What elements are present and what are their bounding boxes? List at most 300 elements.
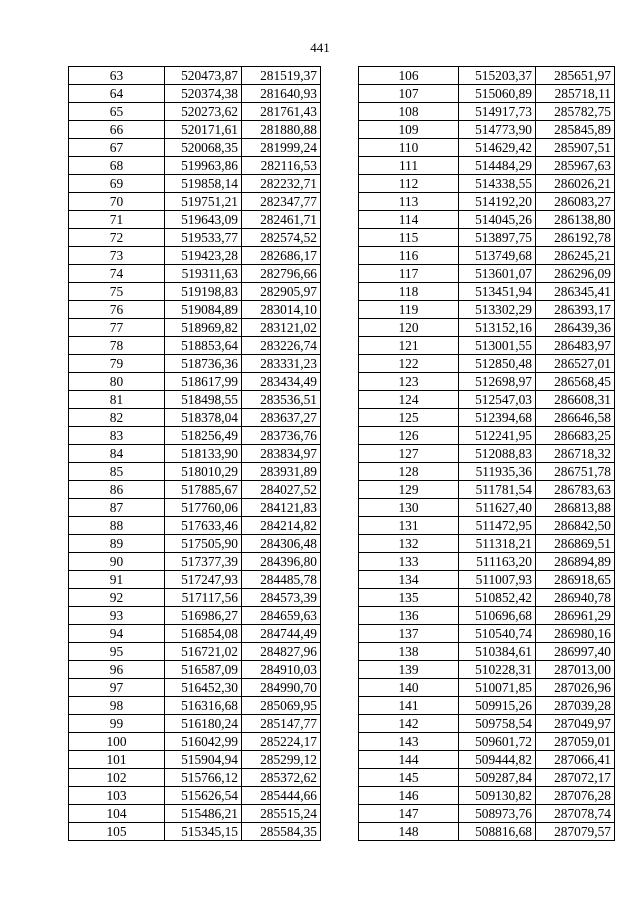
y-coordinate-cell: 286683,25 bbox=[536, 427, 615, 445]
point-number-cell: 85 bbox=[69, 463, 165, 481]
point-number-cell: 95 bbox=[69, 643, 165, 661]
y-coordinate-cell: 286083,27 bbox=[536, 193, 615, 211]
point-number-cell: 63 bbox=[69, 67, 165, 85]
table-row bbox=[69, 751, 321, 769]
point-number-cell: 80 bbox=[69, 373, 165, 391]
point-number-cell: 141 bbox=[359, 697, 459, 715]
y-coordinate-cell: 286997,40 bbox=[536, 643, 615, 661]
x-coordinate-cell: 511935,36 bbox=[459, 463, 536, 481]
y-coordinate-cell: 286608,31 bbox=[536, 391, 615, 409]
table-row bbox=[359, 697, 615, 715]
y-coordinate-cell: 286138,80 bbox=[536, 211, 615, 229]
y-coordinate-cell: 282461,71 bbox=[242, 211, 321, 229]
point-number-cell: 129 bbox=[359, 481, 459, 499]
table-row bbox=[359, 67, 615, 85]
y-coordinate-cell: 282905,97 bbox=[242, 283, 321, 301]
point-number-cell: 75 bbox=[69, 283, 165, 301]
x-coordinate-cell: 517247,93 bbox=[165, 571, 242, 589]
x-coordinate-cell: 520374,38 bbox=[165, 85, 242, 103]
point-number-cell: 110 bbox=[359, 139, 459, 157]
y-coordinate-cell: 284121,83 bbox=[242, 499, 321, 517]
x-coordinate-cell: 509601,72 bbox=[459, 733, 536, 751]
x-coordinate-cell: 515626,54 bbox=[165, 787, 242, 805]
x-coordinate-cell: 518736,36 bbox=[165, 355, 242, 373]
point-number-cell: 130 bbox=[359, 499, 459, 517]
x-coordinate-cell: 510852,42 bbox=[459, 589, 536, 607]
y-coordinate-cell: 286393,17 bbox=[536, 301, 615, 319]
y-coordinate-cell: 286869,51 bbox=[536, 535, 615, 553]
table-row bbox=[69, 481, 321, 499]
table-row bbox=[69, 463, 321, 481]
y-coordinate-cell: 285782,75 bbox=[536, 103, 615, 121]
table-row bbox=[359, 139, 615, 157]
x-coordinate-cell: 515060,89 bbox=[459, 85, 536, 103]
table-row bbox=[359, 229, 615, 247]
y-coordinate-cell: 281761,43 bbox=[242, 103, 321, 121]
point-number-cell: 90 bbox=[69, 553, 165, 571]
x-coordinate-cell: 513897,75 bbox=[459, 229, 536, 247]
x-coordinate-cell: 510384,61 bbox=[459, 643, 536, 661]
y-coordinate-cell: 287013,00 bbox=[536, 661, 615, 679]
y-coordinate-cell: 287078,74 bbox=[536, 805, 615, 823]
table-row bbox=[69, 589, 321, 607]
x-coordinate-cell: 519751,21 bbox=[165, 193, 242, 211]
x-coordinate-cell: 510228,31 bbox=[459, 661, 536, 679]
point-number-cell: 67 bbox=[69, 139, 165, 157]
point-number-cell: 125 bbox=[359, 409, 459, 427]
x-coordinate-cell: 516721,02 bbox=[165, 643, 242, 661]
y-coordinate-cell: 284990,70 bbox=[242, 679, 321, 697]
point-number-cell: 88 bbox=[69, 517, 165, 535]
table-row bbox=[69, 715, 321, 733]
y-coordinate-cell: 286245,21 bbox=[536, 247, 615, 265]
point-number-cell: 145 bbox=[359, 769, 459, 787]
point-number-cell: 71 bbox=[69, 211, 165, 229]
table-row bbox=[69, 805, 321, 823]
table-row bbox=[359, 553, 615, 571]
table-row bbox=[69, 625, 321, 643]
point-number-cell: 78 bbox=[69, 337, 165, 355]
table-row bbox=[359, 373, 615, 391]
point-number-cell: 109 bbox=[359, 121, 459, 139]
point-number-cell: 127 bbox=[359, 445, 459, 463]
y-coordinate-cell: 283014,10 bbox=[242, 301, 321, 319]
table-row bbox=[69, 445, 321, 463]
table-row bbox=[69, 679, 321, 697]
page-number: 441 bbox=[310, 40, 330, 55]
y-coordinate-cell: 283536,51 bbox=[242, 391, 321, 409]
table-row bbox=[69, 733, 321, 751]
table-row bbox=[359, 535, 615, 553]
x-coordinate-cell: 518256,49 bbox=[165, 427, 242, 445]
y-coordinate-cell: 281640,93 bbox=[242, 85, 321, 103]
x-coordinate-cell: 515766,12 bbox=[165, 769, 242, 787]
point-number-cell: 77 bbox=[69, 319, 165, 337]
point-number-cell: 96 bbox=[69, 661, 165, 679]
point-number-cell: 104 bbox=[69, 805, 165, 823]
y-coordinate-cell: 286483,97 bbox=[536, 337, 615, 355]
table-row bbox=[69, 319, 321, 337]
x-coordinate-cell: 515486,21 bbox=[165, 805, 242, 823]
x-coordinate-cell: 518853,64 bbox=[165, 337, 242, 355]
point-number-cell: 119 bbox=[359, 301, 459, 319]
point-number-cell: 121 bbox=[359, 337, 459, 355]
x-coordinate-cell: 517885,67 bbox=[165, 481, 242, 499]
y-coordinate-cell: 285069,95 bbox=[242, 697, 321, 715]
table-row bbox=[359, 823, 615, 841]
y-coordinate-cell: 286918,65 bbox=[536, 571, 615, 589]
y-coordinate-cell: 285718,11 bbox=[536, 85, 615, 103]
point-number-cell: 92 bbox=[69, 589, 165, 607]
table-row bbox=[69, 553, 321, 571]
table-row bbox=[69, 355, 321, 373]
y-coordinate-cell: 284214,82 bbox=[242, 517, 321, 535]
y-coordinate-cell: 284573,39 bbox=[242, 589, 321, 607]
x-coordinate-cell: 514192,20 bbox=[459, 193, 536, 211]
point-number-cell: 126 bbox=[359, 427, 459, 445]
table-row bbox=[359, 589, 615, 607]
x-coordinate-cell: 518010,29 bbox=[165, 463, 242, 481]
x-coordinate-cell: 516042,99 bbox=[165, 733, 242, 751]
table-row bbox=[69, 103, 321, 121]
x-coordinate-cell: 520473,87 bbox=[165, 67, 242, 85]
table-row bbox=[359, 319, 615, 337]
x-coordinate-cell: 514338,55 bbox=[459, 175, 536, 193]
table-row bbox=[359, 247, 615, 265]
x-coordinate-cell: 514773,90 bbox=[459, 121, 536, 139]
point-number-cell: 138 bbox=[359, 643, 459, 661]
point-number-cell: 99 bbox=[69, 715, 165, 733]
y-coordinate-cell: 283637,27 bbox=[242, 409, 321, 427]
table-row bbox=[69, 211, 321, 229]
x-coordinate-cell: 511007,93 bbox=[459, 571, 536, 589]
point-number-cell: 115 bbox=[359, 229, 459, 247]
point-number-cell: 79 bbox=[69, 355, 165, 373]
y-coordinate-cell: 287079,57 bbox=[536, 823, 615, 841]
point-number-cell: 91 bbox=[69, 571, 165, 589]
y-coordinate-cell: 284827,96 bbox=[242, 643, 321, 661]
table-row bbox=[359, 301, 615, 319]
x-coordinate-cell: 518498,55 bbox=[165, 391, 242, 409]
point-number-cell: 97 bbox=[69, 679, 165, 697]
table-row bbox=[359, 85, 615, 103]
table-row bbox=[359, 787, 615, 805]
x-coordinate-cell: 517633,46 bbox=[165, 517, 242, 535]
x-coordinate-cell: 512241,95 bbox=[459, 427, 536, 445]
point-number-cell: 131 bbox=[359, 517, 459, 535]
x-coordinate-cell: 513302,29 bbox=[459, 301, 536, 319]
x-coordinate-cell: 510071,85 bbox=[459, 679, 536, 697]
y-coordinate-cell: 285967,63 bbox=[536, 157, 615, 175]
point-number-cell: 144 bbox=[359, 751, 459, 769]
y-coordinate-cell: 286718,32 bbox=[536, 445, 615, 463]
point-number-cell: 93 bbox=[69, 607, 165, 625]
x-coordinate-cell: 519963,86 bbox=[165, 157, 242, 175]
y-coordinate-cell: 286961,29 bbox=[536, 607, 615, 625]
y-coordinate-cell: 284659,63 bbox=[242, 607, 321, 625]
point-number-cell: 106 bbox=[359, 67, 459, 85]
y-coordinate-cell: 286940,78 bbox=[536, 589, 615, 607]
y-coordinate-cell: 283331,23 bbox=[242, 355, 321, 373]
point-number-cell: 105 bbox=[69, 823, 165, 841]
table-row bbox=[69, 301, 321, 319]
y-coordinate-cell: 286345,41 bbox=[536, 283, 615, 301]
x-coordinate-cell: 513451,94 bbox=[459, 283, 536, 301]
x-coordinate-cell: 520273,62 bbox=[165, 103, 242, 121]
x-coordinate-cell: 511472,95 bbox=[459, 517, 536, 535]
y-coordinate-cell: 283434,49 bbox=[242, 373, 321, 391]
table-row bbox=[359, 157, 615, 175]
table-row bbox=[69, 787, 321, 805]
x-coordinate-cell: 512394,68 bbox=[459, 409, 536, 427]
y-coordinate-cell: 281880,88 bbox=[242, 121, 321, 139]
y-coordinate-cell: 282116,53 bbox=[242, 157, 321, 175]
y-coordinate-cell: 284910,03 bbox=[242, 661, 321, 679]
table-row bbox=[69, 391, 321, 409]
y-coordinate-cell: 285651,97 bbox=[536, 67, 615, 85]
x-coordinate-cell: 519084,89 bbox=[165, 301, 242, 319]
point-number-cell: 148 bbox=[359, 823, 459, 841]
y-coordinate-cell: 285372,62 bbox=[242, 769, 321, 787]
point-number-cell: 102 bbox=[69, 769, 165, 787]
y-coordinate-cell: 285147,77 bbox=[242, 715, 321, 733]
table-row bbox=[69, 607, 321, 625]
table-row bbox=[359, 733, 615, 751]
x-coordinate-cell: 509130,82 bbox=[459, 787, 536, 805]
x-coordinate-cell: 516180,24 bbox=[165, 715, 242, 733]
x-coordinate-cell: 512547,03 bbox=[459, 391, 536, 409]
y-coordinate-cell: 281999,24 bbox=[242, 139, 321, 157]
x-coordinate-cell: 520171,61 bbox=[165, 121, 242, 139]
x-coordinate-cell: 511781,54 bbox=[459, 481, 536, 499]
y-coordinate-cell: 284485,78 bbox=[242, 571, 321, 589]
table-row bbox=[69, 193, 321, 211]
point-number-cell: 147 bbox=[359, 805, 459, 823]
point-number-cell: 112 bbox=[359, 175, 459, 193]
point-number-cell: 98 bbox=[69, 697, 165, 715]
y-coordinate-cell: 286813,88 bbox=[536, 499, 615, 517]
y-coordinate-cell: 286842,50 bbox=[536, 517, 615, 535]
table-row bbox=[69, 283, 321, 301]
x-coordinate-cell: 509444,82 bbox=[459, 751, 536, 769]
x-coordinate-cell: 519423,28 bbox=[165, 247, 242, 265]
table-row bbox=[69, 85, 321, 103]
x-coordinate-cell: 512088,83 bbox=[459, 445, 536, 463]
table-row bbox=[359, 265, 615, 283]
table-row bbox=[69, 157, 321, 175]
x-coordinate-cell: 511318,21 bbox=[459, 535, 536, 553]
table-row bbox=[69, 517, 321, 535]
point-number-cell: 103 bbox=[69, 787, 165, 805]
y-coordinate-cell: 286646,58 bbox=[536, 409, 615, 427]
point-number-cell: 73 bbox=[69, 247, 165, 265]
point-number-cell: 89 bbox=[69, 535, 165, 553]
point-number-cell: 133 bbox=[359, 553, 459, 571]
point-number-cell: 84 bbox=[69, 445, 165, 463]
x-coordinate-cell: 509915,26 bbox=[459, 697, 536, 715]
table-row bbox=[359, 625, 615, 643]
y-coordinate-cell: 283931,89 bbox=[242, 463, 321, 481]
x-coordinate-cell: 513749,68 bbox=[459, 247, 536, 265]
point-number-cell: 100 bbox=[69, 733, 165, 751]
point-number-cell: 122 bbox=[359, 355, 459, 373]
x-coordinate-cell: 517117,56 bbox=[165, 589, 242, 607]
point-number-cell: 139 bbox=[359, 661, 459, 679]
table-row bbox=[359, 175, 615, 193]
x-coordinate-cell: 514917,73 bbox=[459, 103, 536, 121]
x-coordinate-cell: 508973,76 bbox=[459, 805, 536, 823]
table-row bbox=[359, 499, 615, 517]
table-row bbox=[69, 697, 321, 715]
table-row bbox=[359, 661, 615, 679]
table-row bbox=[69, 409, 321, 427]
table-row bbox=[359, 751, 615, 769]
table-row bbox=[359, 715, 615, 733]
point-number-cell: 124 bbox=[359, 391, 459, 409]
table-row bbox=[69, 499, 321, 517]
point-number-cell: 123 bbox=[359, 373, 459, 391]
point-number-cell: 76 bbox=[69, 301, 165, 319]
x-coordinate-cell: 510696,68 bbox=[459, 607, 536, 625]
point-number-cell: 87 bbox=[69, 499, 165, 517]
point-number-cell: 101 bbox=[69, 751, 165, 769]
x-coordinate-cell: 511627,40 bbox=[459, 499, 536, 517]
point-number-cell: 108 bbox=[359, 103, 459, 121]
point-number-cell: 118 bbox=[359, 283, 459, 301]
y-coordinate-cell: 287066,41 bbox=[536, 751, 615, 769]
point-number-cell: 70 bbox=[69, 193, 165, 211]
x-coordinate-cell: 516316,68 bbox=[165, 697, 242, 715]
table-row bbox=[69, 121, 321, 139]
table-row bbox=[69, 427, 321, 445]
y-coordinate-cell: 286980,16 bbox=[536, 625, 615, 643]
table-row bbox=[69, 373, 321, 391]
y-coordinate-cell: 287049,97 bbox=[536, 715, 615, 733]
y-coordinate-cell: 286568,45 bbox=[536, 373, 615, 391]
point-number-cell: 74 bbox=[69, 265, 165, 283]
x-coordinate-cell: 518133,90 bbox=[165, 445, 242, 463]
y-coordinate-cell: 281519,37 bbox=[242, 67, 321, 85]
y-coordinate-cell: 287072,17 bbox=[536, 769, 615, 787]
y-coordinate-cell: 282232,71 bbox=[242, 175, 321, 193]
point-number-cell: 120 bbox=[359, 319, 459, 337]
y-coordinate-cell: 284744,49 bbox=[242, 625, 321, 643]
table-row bbox=[359, 769, 615, 787]
y-coordinate-cell: 285845,89 bbox=[536, 121, 615, 139]
point-number-cell: 132 bbox=[359, 535, 459, 553]
y-coordinate-cell: 285224,17 bbox=[242, 733, 321, 751]
table-row bbox=[69, 337, 321, 355]
x-coordinate-cell: 519533,77 bbox=[165, 229, 242, 247]
point-number-cell: 143 bbox=[359, 733, 459, 751]
point-number-cell: 134 bbox=[359, 571, 459, 589]
point-number-cell: 82 bbox=[69, 409, 165, 427]
x-coordinate-cell: 512698,97 bbox=[459, 373, 536, 391]
y-coordinate-cell: 282686,17 bbox=[242, 247, 321, 265]
coordinates-table-left bbox=[68, 66, 321, 841]
table-row bbox=[359, 481, 615, 499]
table-row bbox=[359, 409, 615, 427]
y-coordinate-cell: 284306,48 bbox=[242, 535, 321, 553]
x-coordinate-cell: 518969,82 bbox=[165, 319, 242, 337]
table-row bbox=[359, 103, 615, 121]
table-row bbox=[69, 661, 321, 679]
y-coordinate-cell: 286026,21 bbox=[536, 175, 615, 193]
point-number-cell: 86 bbox=[69, 481, 165, 499]
y-coordinate-cell: 284396,80 bbox=[242, 553, 321, 571]
point-number-cell: 111 bbox=[359, 157, 459, 175]
y-coordinate-cell: 285444,66 bbox=[242, 787, 321, 805]
y-coordinate-cell: 285907,51 bbox=[536, 139, 615, 157]
point-number-cell: 142 bbox=[359, 715, 459, 733]
x-coordinate-cell: 519643,09 bbox=[165, 211, 242, 229]
point-number-cell: 94 bbox=[69, 625, 165, 643]
table-row bbox=[69, 229, 321, 247]
table-row bbox=[69, 139, 321, 157]
table-row bbox=[359, 517, 615, 535]
table-row bbox=[69, 769, 321, 787]
point-number-cell: 114 bbox=[359, 211, 459, 229]
y-coordinate-cell: 285584,35 bbox=[242, 823, 321, 841]
table-row bbox=[359, 679, 615, 697]
x-coordinate-cell: 512850,48 bbox=[459, 355, 536, 373]
table-row bbox=[69, 247, 321, 265]
x-coordinate-cell: 517505,90 bbox=[165, 535, 242, 553]
table-row bbox=[359, 643, 615, 661]
table-row bbox=[69, 823, 321, 841]
point-number-cell: 128 bbox=[359, 463, 459, 481]
x-coordinate-cell: 514629,42 bbox=[459, 139, 536, 157]
point-number-cell: 116 bbox=[359, 247, 459, 265]
table-row bbox=[69, 265, 321, 283]
x-coordinate-cell: 515203,37 bbox=[459, 67, 536, 85]
y-coordinate-cell: 287039,28 bbox=[536, 697, 615, 715]
table-row bbox=[359, 463, 615, 481]
x-coordinate-cell: 517377,39 bbox=[165, 553, 242, 571]
y-coordinate-cell: 286751,78 bbox=[536, 463, 615, 481]
y-coordinate-cell: 286527,01 bbox=[536, 355, 615, 373]
x-coordinate-cell: 516587,09 bbox=[165, 661, 242, 679]
x-coordinate-cell: 519858,14 bbox=[165, 175, 242, 193]
y-coordinate-cell: 284027,52 bbox=[242, 481, 321, 499]
point-number-cell: 83 bbox=[69, 427, 165, 445]
point-number-cell: 137 bbox=[359, 625, 459, 643]
point-number-cell: 135 bbox=[359, 589, 459, 607]
table-row bbox=[359, 193, 615, 211]
y-coordinate-cell: 283834,97 bbox=[242, 445, 321, 463]
x-coordinate-cell: 519198,83 bbox=[165, 283, 242, 301]
y-coordinate-cell: 286192,78 bbox=[536, 229, 615, 247]
table-row bbox=[359, 571, 615, 589]
x-coordinate-cell: 514484,29 bbox=[459, 157, 536, 175]
point-number-cell: 140 bbox=[359, 679, 459, 697]
x-coordinate-cell: 517760,06 bbox=[165, 499, 242, 517]
x-coordinate-cell: 509287,84 bbox=[459, 769, 536, 787]
y-coordinate-cell: 286783,63 bbox=[536, 481, 615, 499]
table-row bbox=[359, 607, 615, 625]
point-number-cell: 72 bbox=[69, 229, 165, 247]
point-number-cell: 64 bbox=[69, 85, 165, 103]
y-coordinate-cell: 282574,52 bbox=[242, 229, 321, 247]
x-coordinate-cell: 511163,20 bbox=[459, 553, 536, 571]
point-number-cell: 69 bbox=[69, 175, 165, 193]
table-row bbox=[359, 427, 615, 445]
table-row bbox=[69, 535, 321, 553]
y-coordinate-cell: 287026,96 bbox=[536, 679, 615, 697]
x-coordinate-cell: 516854,08 bbox=[165, 625, 242, 643]
table-row bbox=[69, 67, 321, 85]
table-row bbox=[359, 805, 615, 823]
